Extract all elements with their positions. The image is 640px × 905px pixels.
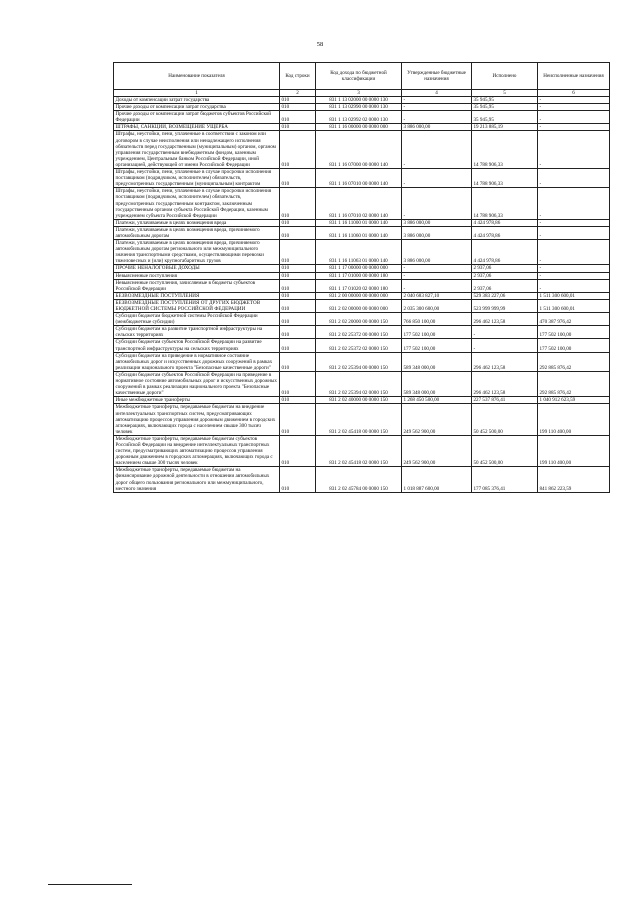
row-name-cell: Иные межбюджетные трансферты xyxy=(114,397,280,404)
row-approved-cell: - xyxy=(402,131,472,169)
row-line-code-cell: 010 xyxy=(280,97,316,104)
row-unexecuted-cell: - xyxy=(538,124,610,131)
row-executed-cell: 4 424 978,86 xyxy=(472,240,538,265)
row-executed-cell: 50 452 500,00 xyxy=(472,404,538,435)
row-unexecuted-cell: - xyxy=(538,104,610,111)
row-line-code-cell: 010 xyxy=(280,131,316,169)
row-unexecuted-cell: 292 885 876,42 xyxy=(538,352,610,371)
row-line-code-cell: 010 xyxy=(280,240,316,265)
row-name-cell: ШТРАФЫ, САНКЦИИ, ВОЗМЕЩЕНИЕ УЩЕРБА xyxy=(114,124,280,131)
row-income-code-cell: 831 1 16 00000 00 0000 000 xyxy=(316,124,402,131)
row-name-cell: Невыясненные поступления xyxy=(114,272,280,279)
row-approved-cell: - xyxy=(402,97,472,104)
row-unexecuted-cell: 841 862 223,59 xyxy=(538,467,610,492)
row-income-code-cell: 831 1 16 11063 01 0000 140 xyxy=(316,240,402,265)
row-approved-cell: 249 562 900,00 xyxy=(402,435,472,466)
row-income-code-cell: 831 1 13 02990 00 0000 130 xyxy=(316,104,402,111)
row-approved-cell: - xyxy=(402,279,472,292)
row-unexecuted-cell: 177 502 100,00 xyxy=(538,339,610,352)
row-line-code-cell: 010 xyxy=(280,226,316,239)
row-income-code-cell: 831 2 00 00000 00 0000 000 xyxy=(316,292,402,299)
row-income-code-cell: 831 1 16 11060 01 0000 140 xyxy=(316,226,402,239)
table-row xyxy=(114,299,610,312)
row-income-code-cell: 831 1 17 00000 00 0000 000 xyxy=(316,265,402,272)
column-number-row xyxy=(114,90,610,97)
row-executed-cell: 296 462 123,58 xyxy=(472,352,538,371)
row-approved-cell: 2 040 683 827,10 xyxy=(402,292,472,299)
row-income-code-cell: 831 1 13 02992 02 0000 130 xyxy=(316,111,402,124)
row-executed-cell: 227 537 876,41 xyxy=(472,397,538,404)
row-executed-cell: 35 945,95 xyxy=(472,104,538,111)
row-name-cell: Субсидии бюджетам субъектов Российской Федерации на приведение в нормативное состояние автомобильных дорог и искусственных дорожных сооружений в рамках реализации национального проекта "Безопасные качественные дороги" xyxy=(114,371,280,396)
budget-report-table xyxy=(113,62,610,493)
row-executed-cell: 296 462 123,58 xyxy=(472,313,538,326)
row-income-code-cell: 831 1 16 07010 00 0000 140 xyxy=(316,169,402,188)
row-executed-cell: 19 213 885,19 xyxy=(472,124,538,131)
row-line-code-cell: 010 xyxy=(280,292,316,299)
table-body xyxy=(114,97,610,493)
row-line-code-cell: 010 xyxy=(280,124,316,131)
row-name-cell: Платежи, уплачиваемые в целях возмещения вреда xyxy=(114,219,280,226)
row-unexecuted-cell: - xyxy=(538,131,610,169)
row-income-code-cell: 831 2 02 45418 02 0000 150 xyxy=(316,435,402,466)
row-name-cell: Прочие доходы от компенсации затрат бюджетов субъектов Российской Федерации xyxy=(114,111,280,124)
row-name-cell: Доходы от компенсации затрат государства xyxy=(114,97,280,104)
row-unexecuted-cell: - xyxy=(538,272,610,279)
row-line-code-cell: 010 xyxy=(280,219,316,226)
row-name-cell: Штрафы, неустойки, пени, уплаченные в случае просрочки исполнения поставщиком (подрядчиком, исполнителем) обязательств, предусмотренных государственным контрактом, заключенным государственным органом субъекта Российской Федерации, казенным учреждением субъекта Российской Федерации xyxy=(114,188,280,219)
header-income-code: Код дохода по бюджетной классификации xyxy=(316,63,402,90)
row-unexecuted-cell: - xyxy=(538,169,610,188)
row-income-code-cell: 831 1 16 11000 01 0000 140 xyxy=(316,219,402,226)
row-name-cell: Межбюджетные трансферты, передаваемые бюджетам субъектов Российской Федерации на внедрение интеллектуальных транспортных систем, предусматривающих автоматизацию процессов управления дорожным движением в городских агломерациях, включающих города с населением свыше 300 тысяч человек xyxy=(114,435,280,466)
row-executed-cell: 35 945,95 xyxy=(472,111,538,124)
row-income-code-cell: 831 2 02 25372 00 0000 150 xyxy=(316,326,402,339)
row-executed-cell: - xyxy=(472,339,538,352)
table-row xyxy=(114,131,610,169)
row-approved-cell: 766 850 100,00 xyxy=(402,313,472,326)
row-approved-cell: 2 035 300 600,00 xyxy=(402,299,472,312)
row-line-code-cell: 010 xyxy=(280,272,316,279)
row-income-code-cell: 831 2 02 25394 00 0000 150 xyxy=(316,352,402,371)
row-executed-cell: 2 937,06 xyxy=(472,272,538,279)
row-line-code-cell: 010 xyxy=(280,339,316,352)
table-row xyxy=(114,279,610,292)
row-income-code-cell: 831 2 02 45418 00 0000 150 xyxy=(316,404,402,435)
row-unexecuted-cell: 1 511 300 600,01 xyxy=(538,299,610,312)
row-income-code-cell: 831 2 02 20000 00 0000 150 xyxy=(316,313,402,326)
row-income-code-cell: 831 1 17 01020 02 0000 180 xyxy=(316,279,402,292)
row-approved-cell: 589 348 000,00 xyxy=(402,371,472,396)
row-executed-cell: 4 424 978,86 xyxy=(472,226,538,239)
column-number: 1 xyxy=(114,90,280,97)
row-income-code-cell: 831 2 02 25372 02 0000 150 xyxy=(316,339,402,352)
table-row xyxy=(114,265,610,272)
row-line-code-cell: 010 xyxy=(280,435,316,466)
row-unexecuted-cell: - xyxy=(538,226,610,239)
table-row xyxy=(114,404,610,435)
table-row xyxy=(114,397,610,404)
row-executed-cell: 529 383 227,06 xyxy=(472,292,538,299)
row-name-cell: Штрафы, неустойки, пени, уплаченные в случае просрочки исполнения поставщиком (подрядчиком, исполнителем) обязательств, предусмотренных государственным (муниципальным) контрактом xyxy=(114,169,280,188)
footnote-separator xyxy=(48,884,132,885)
row-line-code-cell: 010 xyxy=(280,371,316,396)
row-name-cell: БЕЗВОЗМЕЗДНЫЕ ПОСТУПЛЕНИЯ ОТ ДРУГИХ БЮДЖЕТОВ БЮДЖЕТНОЙ СИСТЕМЫ РОССИЙСКОЙ ФЕДЕРАЦИИ xyxy=(114,299,280,312)
row-unexecuted-cell: - xyxy=(538,111,610,124)
column-number: 5 xyxy=(472,90,538,97)
row-line-code-cell: 010 xyxy=(280,299,316,312)
row-income-code-cell: 831 1 17 01000 00 0000 180 xyxy=(316,272,402,279)
table-row xyxy=(114,313,610,326)
row-line-code-cell: 010 xyxy=(280,397,316,404)
row-line-code-cell: 010 xyxy=(280,313,316,326)
table-row xyxy=(114,104,610,111)
row-executed-cell: 14 788 906,33 xyxy=(472,131,538,169)
row-approved-cell: - xyxy=(402,169,472,188)
row-approved-cell: 249 562 900,00 xyxy=(402,404,472,435)
row-line-code-cell: 010 xyxy=(280,188,316,219)
row-executed-cell: 14 788 906,33 xyxy=(472,169,538,188)
row-line-code-cell: 010 xyxy=(280,467,316,492)
row-approved-cell: 3 886 000,00 xyxy=(402,124,472,131)
table-row xyxy=(114,272,610,279)
row-name-cell: Межбюджетные трансферты, передаваемые бюджетам на финансирование дорожной деятельности в отношении автомобильных дорог общего пользования регионального или межмуниципального, местного значения xyxy=(114,467,280,492)
row-line-code-cell: 010 xyxy=(280,279,316,292)
row-unexecuted-cell: - xyxy=(538,279,610,292)
row-unexecuted-cell: - xyxy=(538,265,610,272)
row-line-code-cell: 010 xyxy=(280,326,316,339)
row-income-code-cell: 831 2 02 25394 02 0000 150 xyxy=(316,371,402,396)
row-approved-cell: - xyxy=(402,111,472,124)
row-income-code-cell: 831 2 02 45784 00 0000 150 xyxy=(316,467,402,492)
row-income-code-cell: 831 1 13 02000 00 0000 130 xyxy=(316,97,402,104)
row-name-cell: Субсидии бюджетам субъектов Российской Федерации на развитие транспортной инфраструктуры на сельских территориях xyxy=(114,339,280,352)
row-approved-cell: 3 886 000,00 xyxy=(402,240,472,265)
row-approved-cell: - xyxy=(402,104,472,111)
column-number: 4 xyxy=(402,90,472,97)
column-number: 6 xyxy=(538,90,610,97)
row-income-code-cell: 831 1 16 07000 00 0000 140 xyxy=(316,131,402,169)
row-income-code-cell: 831 2 02 40000 00 0000 150 xyxy=(316,397,402,404)
row-unexecuted-cell: - xyxy=(538,219,610,226)
row-unexecuted-cell: 470 387 976,42 xyxy=(538,313,610,326)
row-executed-cell: 177 085 376,41 xyxy=(472,467,538,492)
row-unexecuted-cell: - xyxy=(538,97,610,104)
row-name-cell: Субсидии бюджетам на развитие транспортной инфраструктуры на сельских территориях xyxy=(114,326,280,339)
table-row xyxy=(114,352,610,371)
row-unexecuted-cell: 1 040 912 623,59 xyxy=(538,397,610,404)
row-approved-cell: - xyxy=(402,188,472,219)
row-unexecuted-cell: - xyxy=(538,188,610,219)
table-row xyxy=(114,111,610,124)
row-executed-cell: 2 937,06 xyxy=(472,265,538,272)
row-unexecuted-cell: 199 110 400,00 xyxy=(538,435,610,466)
row-executed-cell: 50 452 500,00 xyxy=(472,435,538,466)
page-number: 58 xyxy=(316,41,324,48)
row-approved-cell: - xyxy=(402,265,472,272)
table-header-row xyxy=(114,63,610,90)
row-approved-cell: 3 886 000,00 xyxy=(402,226,472,239)
row-executed-cell: 14 788 906,33 xyxy=(472,188,538,219)
header-name: Наименование показателя xyxy=(114,63,280,90)
row-approved-cell: 1 268 450 500,00 xyxy=(402,397,472,404)
row-executed-cell: 35 945,95 xyxy=(472,97,538,104)
table-row xyxy=(114,292,610,299)
row-income-code-cell: 831 2 02 00000 00 0000 000 xyxy=(316,299,402,312)
row-unexecuted-cell: 1 511 300 600,01 xyxy=(538,292,610,299)
row-unexecuted-cell: 177 502 100,00 xyxy=(538,326,610,339)
row-name-cell: Штрафы, неустойки, пени, уплаченные в соответствии с законом или договором в случае неисполнения или ненадлежащего исполнения обязательств перед государственным (муниципальным) органом, органом управления государственным внебюджетным фондом, казенным учреждением, Центральным банком Российской Федерации, иной организацией, действующей от имени Российской Федерации xyxy=(114,131,280,169)
row-name-cell: Прочие доходы от компенсации затрат государства xyxy=(114,104,280,111)
row-line-code-cell: 010 xyxy=(280,265,316,272)
table-row xyxy=(114,371,610,396)
row-line-code-cell: 010 xyxy=(280,111,316,124)
row-approved-cell: 177 502 100,00 xyxy=(402,326,472,339)
row-executed-cell: - xyxy=(472,326,538,339)
table-row xyxy=(114,435,610,466)
row-name-cell: Межбюджетные трансферты, передаваемые бюджетам на внедрение интеллектуальных транспортных систем, предусматривающих автоматизацию процессов управления дорожным движением в городских агломерациях, включающих города с населением свыше 300 тысяч человек xyxy=(114,404,280,435)
row-executed-cell: 4 424 978,86 xyxy=(472,219,538,226)
row-executed-cell: 523 999 999,99 xyxy=(472,299,538,312)
row-executed-cell: 296 462 123,58 xyxy=(472,371,538,396)
row-line-code-cell: 010 xyxy=(280,404,316,435)
row-name-cell: ПРОЧИЕ НЕНАЛОГОВЫЕ ДОХОДЫ xyxy=(114,265,280,272)
header-approved: Утвержденные бюджетные назначения xyxy=(402,63,472,90)
table-row xyxy=(114,226,610,239)
row-unexecuted-cell: 199 110 400,00 xyxy=(538,404,610,435)
row-approved-cell: 589 348 000,00 xyxy=(402,352,472,371)
header-line-code: Код строки xyxy=(280,63,316,90)
row-executed-cell: 2 937,06 xyxy=(472,279,538,292)
row-name-cell: Платежи, уплачиваемые в целях возмещения вреда, причиняемого автомобильным дорогам регионального или межмуниципального значения транспортными средствами, осуществляющими перевозки тяжеловесных и (или) крупногабаритных грузов xyxy=(114,240,280,265)
row-line-code-cell: 010 xyxy=(280,352,316,371)
row-approved-cell: - xyxy=(402,272,472,279)
row-line-code-cell: 010 xyxy=(280,104,316,111)
table-row xyxy=(114,219,610,226)
table-row xyxy=(114,97,610,104)
row-approved-cell: 177 502 100,00 xyxy=(402,339,472,352)
row-income-code-cell: 831 1 16 07010 02 0000 140 xyxy=(316,188,402,219)
header-unexecuted: Неисполненные назначения xyxy=(538,63,610,90)
row-name-cell: Платежи, уплачиваемые в целях возмещения вреда, причиняемого автомобильным дорогам xyxy=(114,226,280,239)
table-row xyxy=(114,169,610,188)
row-approved-cell: 3 886 000,00 xyxy=(402,219,472,226)
row-line-code-cell: 010 xyxy=(280,169,316,188)
row-name-cell: Субсидии бюджетам бюджетной системы Российской Федерации (межбюджетные субсидии) xyxy=(114,313,280,326)
row-unexecuted-cell: - xyxy=(538,240,610,265)
column-number: 3 xyxy=(316,90,402,97)
table-row xyxy=(114,326,610,339)
row-name-cell: БЕЗВОЗМЕЗДНЫЕ ПОСТУПЛЕНИЯ xyxy=(114,292,280,299)
row-name-cell: Субсидии бюджетам на приведение в нормативное состояние автомобильных дорог и искусственных дорожных сооружений в рамках реализации национального проекта "Безопасные качественные дороги" xyxy=(114,352,280,371)
row-approved-cell: 1 018 887 600,00 xyxy=(402,467,472,492)
column-number: 2 xyxy=(280,90,316,97)
table-row xyxy=(114,188,610,219)
row-unexecuted-cell: 292 885 876,42 xyxy=(538,371,610,396)
row-name-cell: Невыясненные поступления, зачисляемые в бюджеты субъектов Российской Федерации xyxy=(114,279,280,292)
table-row xyxy=(114,124,610,131)
table-row xyxy=(114,240,610,265)
table-row xyxy=(114,467,610,492)
header-executed: Исполнено xyxy=(472,63,538,90)
table-row xyxy=(114,339,610,352)
